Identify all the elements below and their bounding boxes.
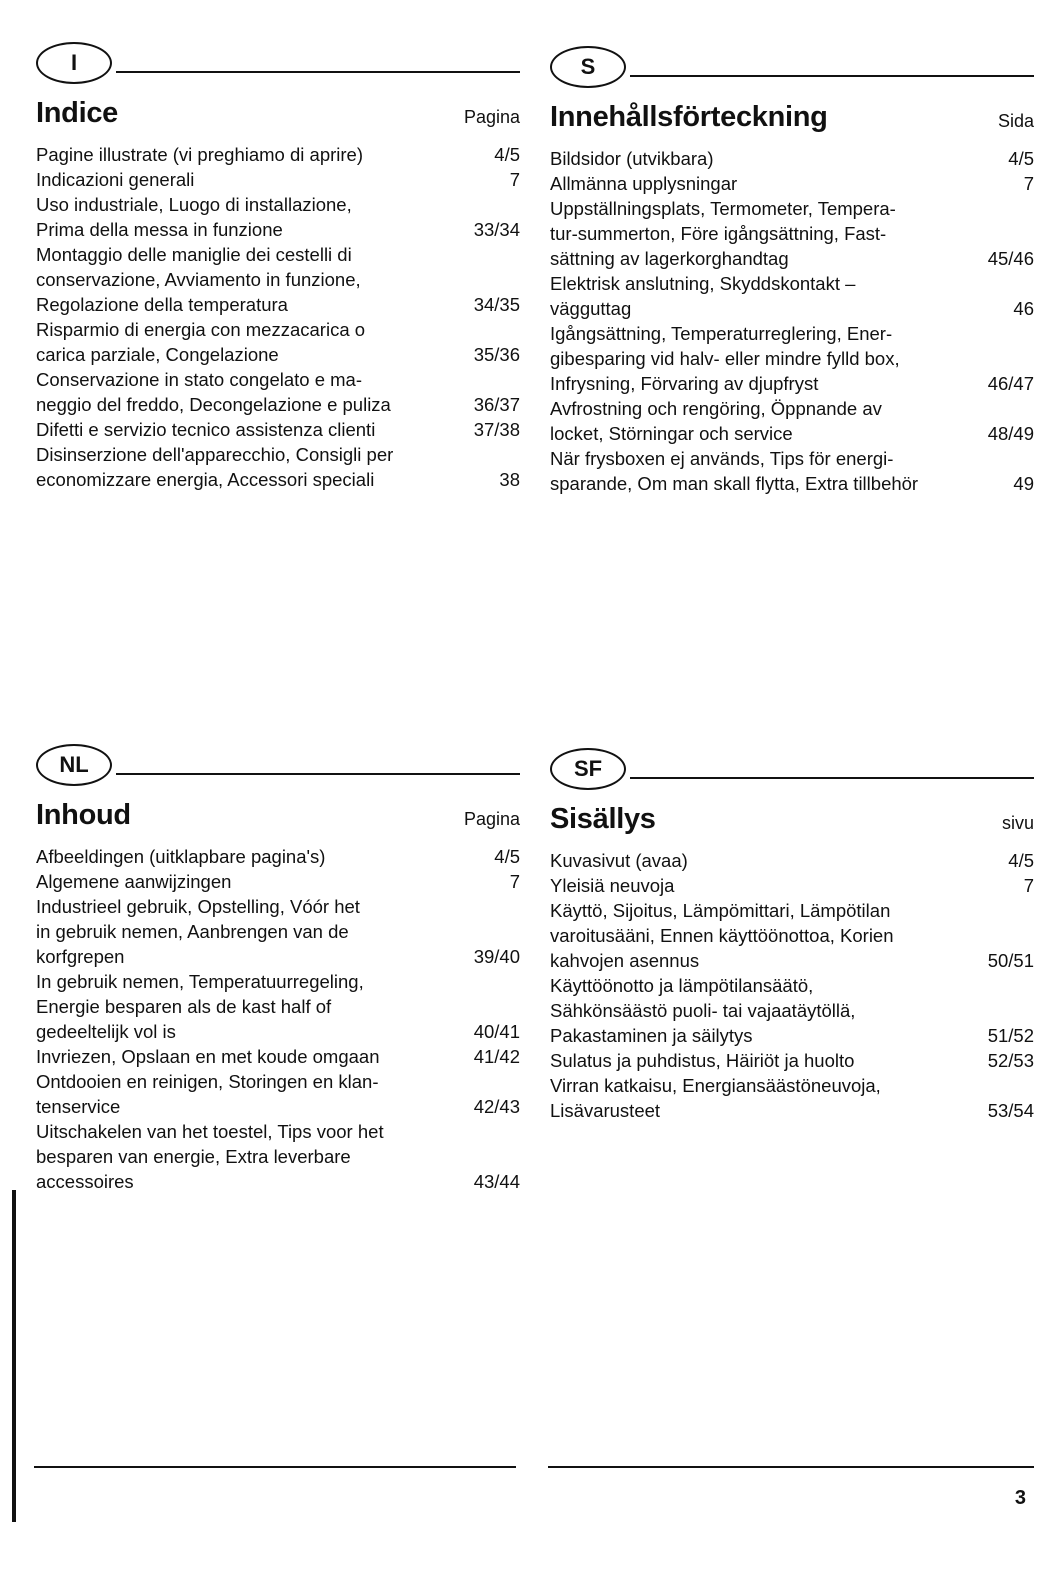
toc-entry-page: 52/53 — [987, 1050, 1034, 1071]
language-badge-icon: I — [36, 42, 112, 84]
toc-entries — [36, 142, 520, 492]
toc-entry-title — [550, 873, 970, 898]
toc-entry-line: Invriezen, Opslaan en met koude omgaan — [36, 1046, 380, 1067]
toc-entry-line: Prima della messa in funzione — [36, 219, 283, 240]
toc-entry-page: 49 — [1013, 473, 1034, 494]
scan-margin-line — [12, 1190, 16, 1522]
toc-entry — [36, 894, 520, 969]
toc-entry-line: In gebruik nemen, Temperatuurregeling, — [36, 971, 364, 992]
toc-entry-line: tur-summerton, Före igångsättning, Fast- — [550, 223, 887, 244]
toc-entry-title — [36, 367, 456, 417]
toc-section-finnish — [550, 746, 1034, 1123]
toc-entry — [36, 969, 520, 1044]
page-column-label: sivu — [1001, 813, 1034, 833]
footer-rule-left — [34, 1466, 516, 1468]
toc-entry — [550, 321, 1034, 396]
page-number: 3 — [1014, 1487, 1026, 1509]
toc-header — [550, 798, 1034, 836]
toc-entry-page: 39/40 — [473, 946, 520, 967]
language-badge-icon: S — [550, 46, 626, 88]
toc-entry — [36, 417, 520, 442]
toc-entry-line: Algemene aanwijzingen — [36, 871, 232, 892]
toc-section-dutch — [36, 742, 520, 1194]
toc-entry-line: conservazione, Avviamento in funzione, — [36, 269, 361, 290]
toc-entry-line: Industrieel gebruik, Opstelling, Vóór het — [36, 896, 360, 917]
toc-entry-title — [36, 1044, 456, 1069]
toc-entry — [36, 1044, 520, 1069]
toc-entry-line: Risparmio di energia con mezzacarica o — [36, 319, 366, 340]
toc-entry-page: 4/5 — [494, 144, 520, 165]
language-marker — [36, 742, 520, 794]
toc-entry-page: 43/44 — [473, 1171, 520, 1192]
toc-entry-page: 37/38 — [473, 419, 520, 440]
toc-entry-page: 7 — [509, 169, 520, 190]
toc-entry-title — [550, 321, 970, 396]
toc-entry-title — [36, 417, 456, 442]
toc-entry — [550, 973, 1034, 1048]
toc-entry-line: Difetti e servizio tecnico assistenza clienti — [36, 419, 376, 440]
language-marker — [550, 746, 1034, 798]
toc-entry-line: Conservazione in stato congelato e ma- — [36, 369, 362, 390]
toc-entry-title — [36, 442, 456, 492]
toc-entry-line: tenservice — [36, 1096, 121, 1117]
toc-entry-line: Pakastaminen ja säilytys — [550, 1025, 753, 1046]
toc-entry-line: neggio del freddo, Decongelazione e puliza — [36, 394, 391, 415]
toc-entry-line: Bildsidor (utvikbara) — [550, 148, 714, 169]
toc-entry-page: 33/34 — [473, 219, 520, 240]
toc-entry — [550, 396, 1034, 446]
toc-entry-page: 7 — [1023, 173, 1034, 194]
toc-entry-line: Pagine illustrate (vi preghiamo di aprire) — [36, 144, 363, 165]
toc-entry — [550, 898, 1034, 973]
toc-entry-title — [550, 271, 970, 321]
toc-entry — [36, 242, 520, 317]
language-marker — [550, 44, 1034, 96]
header-rule — [116, 71, 520, 73]
language-badge-icon: NL — [36, 744, 112, 786]
toc-entry-line: kahvojen asennus — [550, 950, 700, 971]
toc-header — [36, 794, 520, 832]
toc-entry-line: Uitschakelen van het toestel, Tips voor het — [36, 1121, 384, 1142]
toc-entry-line: varoitusääni, Ennen käyttöönottoa, Korien — [550, 925, 894, 946]
toc-entry-line: carica parziale, Congelazione — [36, 344, 279, 365]
toc-entry-page: 36/37 — [473, 394, 520, 415]
toc-entry-page: 34/35 — [473, 294, 520, 315]
toc-entry-page: 45/46 — [987, 248, 1034, 269]
toc-entry-page: 4/5 — [494, 846, 520, 867]
toc-entry-line: Indicazioni generali — [36, 169, 195, 190]
page-column-label: Sida — [997, 111, 1034, 131]
toc-entry-title — [36, 167, 456, 192]
toc-entry-line: När frysboxen ej används, Tips för energi- — [550, 448, 894, 469]
toc-header — [36, 92, 520, 130]
toc-entry-line: Elektrisk anslutning, Skyddskontakt – — [550, 273, 856, 294]
toc-entry-title — [36, 317, 456, 367]
page-column-label: Pagina — [463, 809, 520, 829]
toc-entry — [550, 848, 1034, 873]
toc-entry — [36, 317, 520, 367]
toc-entry-title — [36, 142, 456, 167]
toc-entry — [550, 146, 1034, 171]
toc-section-italian — [36, 40, 520, 492]
toc-entry-title — [36, 844, 456, 869]
toc-entry-line: Igångsättning, Temperaturreglering, Ener- — [550, 323, 893, 344]
toc-entry — [36, 167, 520, 192]
toc-heading: Innehållsförteckning — [550, 101, 828, 133]
toc-entry-line: economizzare energia, Accessori speciali — [36, 469, 375, 490]
toc-entry-page: 4/5 — [1008, 850, 1034, 871]
toc-entry — [550, 1073, 1034, 1123]
toc-entry — [36, 1119, 520, 1194]
toc-entry-line: besparen van energie, Extra leverbare — [36, 1146, 351, 1167]
toc-entry — [550, 873, 1034, 898]
toc-heading: Sisällys — [550, 803, 656, 835]
toc-entry-line: sättning av lagerkorghandtag — [550, 248, 789, 269]
toc-heading: Inhoud — [36, 799, 131, 831]
toc-entry-title — [550, 171, 970, 196]
toc-section-swedish — [550, 44, 1034, 496]
toc-entry — [36, 442, 520, 492]
toc-entry — [550, 196, 1034, 271]
toc-entry — [550, 1048, 1034, 1073]
toc-entry-title — [550, 146, 970, 171]
toc-entry-line: Käyttö, Sijoitus, Lämpömittari, Lämpötilan — [550, 900, 891, 921]
toc-entry-page: 53/54 — [987, 1100, 1034, 1121]
toc-entry-page: 4/5 — [1008, 148, 1034, 169]
toc-entry-line: Disinserzione dell'apparecchio, Consigli per — [36, 444, 394, 465]
toc-entry-page: 41/42 — [473, 1046, 520, 1067]
toc-entry-line: Ontdooien en reinigen, Storingen en klan- — [36, 1071, 379, 1092]
toc-entry-title — [550, 898, 970, 973]
toc-entry-line: Yleisiä neuvoja — [550, 875, 675, 896]
toc-entries — [550, 146, 1034, 496]
toc-entry-page: 7 — [1023, 875, 1034, 896]
toc-entry-line: Uppställningsplats, Termometer, Tempera- — [550, 198, 896, 219]
toc-entry-line: Sulatus ja puhdistus, Häiriöt ja huolto — [550, 1050, 855, 1071]
toc-entry-line: Lisävarusteet — [550, 1100, 661, 1121]
toc-entry-page: 46/47 — [987, 373, 1034, 394]
page-column-label: Pagina — [463, 107, 520, 127]
toc-entry — [36, 1069, 520, 1119]
toc-entry-line: korfgrepen — [36, 946, 125, 967]
toc-entry — [36, 367, 520, 417]
toc-entry-line: Infrysning, Förvaring av djupfryst — [550, 373, 819, 394]
toc-entry-page: 46 — [1013, 298, 1034, 319]
toc-entry-line: Montaggio delle maniglie dei cestelli di — [36, 244, 352, 265]
toc-entry-title — [550, 848, 970, 873]
toc-entry-title — [550, 196, 970, 271]
toc-entry-title — [36, 1119, 456, 1194]
toc-entry — [36, 142, 520, 167]
toc-heading: Indice — [36, 97, 118, 129]
toc-entry-title — [36, 869, 456, 894]
toc-entry-line: vägguttag — [550, 298, 632, 319]
toc-entry-page: 48/49 — [987, 423, 1034, 444]
toc-entry-line: sparande, Om man skall flytta, Extra tillbehör — [550, 473, 919, 494]
toc-entry-page: 38 — [499, 469, 520, 490]
toc-entry-title — [36, 969, 456, 1044]
toc-entry — [36, 869, 520, 894]
toc-entry-line: Avfrostning och rengöring, Öppnande av — [550, 398, 882, 419]
toc-entry-title — [550, 1048, 970, 1073]
toc-entry-line: Afbeeldingen (uitklapbare pagina's) — [36, 846, 326, 867]
toc-entry-line: accessoires — [36, 1171, 134, 1192]
toc-entry-line: Allmänna upplysningar — [550, 173, 738, 194]
language-badge-icon: SF — [550, 748, 626, 790]
toc-entry-title — [36, 894, 456, 969]
toc-entry — [550, 446, 1034, 496]
toc-entry-page: 51/52 — [987, 1025, 1034, 1046]
toc-entry-line: in gebruik nemen, Aanbrengen van de — [36, 921, 349, 942]
toc-entry-title — [550, 446, 970, 496]
toc-entry — [36, 192, 520, 242]
toc-entry-line: Kuvasivut (avaa) — [550, 850, 688, 871]
toc-entry-title — [550, 396, 970, 446]
toc-entries — [36, 844, 520, 1194]
toc-entry — [550, 171, 1034, 196]
toc-entry-page: 35/36 — [473, 344, 520, 365]
toc-entry-title — [550, 1073, 970, 1123]
toc-entry-title — [36, 242, 456, 317]
toc-entry-line: Energie besparen als de kast half of — [36, 996, 332, 1017]
header-rule — [630, 777, 1034, 779]
header-rule — [630, 75, 1034, 77]
toc-header — [550, 96, 1034, 134]
header-rule — [116, 773, 520, 775]
toc-entry-title — [36, 192, 456, 242]
toc-entries — [550, 848, 1034, 1123]
toc-entry-line: locket, Störningar och service — [550, 423, 793, 444]
toc-entry-line: Käyttöönotto ja lämpötilansäätö, — [550, 975, 814, 996]
footer-rule-right — [548, 1466, 1034, 1468]
toc-entry-title — [36, 1069, 456, 1119]
toc-entry-page: 7 — [509, 871, 520, 892]
toc-entry-page: 50/51 — [987, 950, 1034, 971]
toc-entry-line: Uso industriale, Luogo di installazione, — [36, 194, 352, 215]
language-marker — [36, 40, 520, 92]
toc-entry-line: Sähkönsäästö puoli- tai vajaatäytöllä, — [550, 1000, 856, 1021]
toc-entry-page: 40/41 — [473, 1021, 520, 1042]
toc-entry-line: gibesparing vid halv- eller mindre fylld box, — [550, 348, 900, 369]
toc-entry — [550, 271, 1034, 321]
toc-entry-line: Virran katkaisu, Energiansäästöneuvoja, — [550, 1075, 881, 1096]
toc-entry — [36, 844, 520, 869]
toc-entry-page: 42/43 — [473, 1096, 520, 1117]
toc-entry-title — [550, 973, 970, 1048]
toc-entry-line: Regolazione della temperatura — [36, 294, 288, 315]
toc-entry-line: gedeeltelijk vol is — [36, 1021, 176, 1042]
